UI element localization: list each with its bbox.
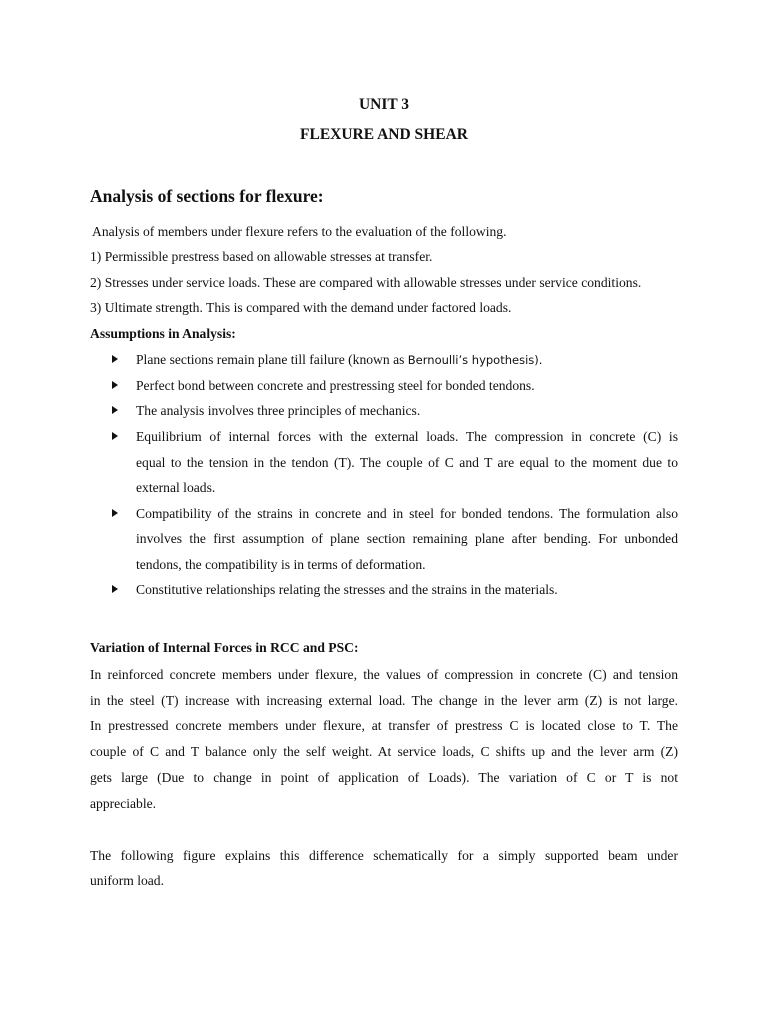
assumptions-heading: Assumptions in Analysis:: [90, 326, 236, 341]
variation-heading: Variation of Internal Forces in RCC and PSC:: [90, 640, 359, 655]
bullet-icon: [112, 355, 118, 363]
bullet-icon: [112, 509, 118, 517]
bullet-text-4-line-2: equal to the tension in the tendon (T). The couple of C and T are equal to the moment due to: [136, 455, 678, 470]
bullet-text-5-line-3: tendons, the compatibility is in terms of deformation.: [136, 557, 426, 572]
psc-paragraph-line-1: In prestressed concrete members under flexure, at transfer of prestress C is located close to T. The: [90, 718, 678, 733]
bullet-icon: [112, 406, 118, 414]
bullet-text-2: Perfect bond between concrete and prestressing steel for bonded tendons.: [136, 378, 535, 393]
bullet-text-5-line-1: Compatibility of the strains in concrete and in steel for bonded tendons. The formulation also: [136, 506, 678, 521]
list-item-1: 1) Permissible prestress based on allowable stresses at transfer.: [90, 249, 433, 264]
list-item-3: 3) Ultimate strength. This is compared with the demand under factored loads.: [90, 300, 512, 315]
rcc-paragraph-line-2: in the steel (T) increase with increasing external load. The change in the lever arm (Z) is not large.: [90, 693, 678, 708]
rcc-paragraph-line-1: In reinforced concrete members under flexure, the values of compression in concrete (C) and tension: [90, 667, 678, 682]
bullet-text-4-line-3: external loads.: [136, 480, 216, 495]
psc-paragraph-line-3: gets large (Due to change in point of application of Loads). The variation of C or T is not: [90, 770, 678, 785]
bullet-icon: [112, 381, 118, 389]
bullet-text-4-line-1: Equilibrium of internal forces with the external loads. The compression in concrete (C) is: [136, 429, 678, 444]
intro-paragraph: Analysis of members under flexure refers to the evaluation of the following.: [92, 224, 507, 239]
list-item-2: 2) Stresses under service loads. These are compared with allowable stresses under service conditions.: [90, 275, 642, 290]
bernoulli-term: Bernoulli’s hypothesis: [407, 353, 535, 367]
section-heading: Analysis of sections for flexure:: [90, 186, 324, 206]
unit-title: FLEXURE AND SHEAR: [300, 126, 468, 143]
bullet-text-5-line-2: involves the first assumption of plane section remaining plane after bending. For unbonded: [136, 531, 678, 546]
bullet-text-1: Plane sections remain plane till failure (known as Bernoulli’s hypothesis).: [136, 352, 543, 367]
unit-number: UNIT 3: [358, 96, 410, 113]
figure-note-line-2: uniform load.: [90, 873, 164, 888]
psc-paragraph-line-4: appreciable.: [90, 796, 157, 811]
bullet-icon: [112, 432, 118, 440]
bullet-icon: [112, 585, 118, 593]
bullet-text-6: Constitutive relationships relating the stresses and the strains in the materials.: [136, 582, 558, 597]
bullet-text-3: The analysis involves three principles of mechanics.: [136, 403, 421, 418]
psc-paragraph-line-2: couple of C and T balance only the self weight. At service loads, C shifts up and the lever arm (Z): [90, 744, 678, 759]
figure-note-line-1: The following figure explains this difference schematically for a simply supported beam under: [90, 848, 678, 863]
